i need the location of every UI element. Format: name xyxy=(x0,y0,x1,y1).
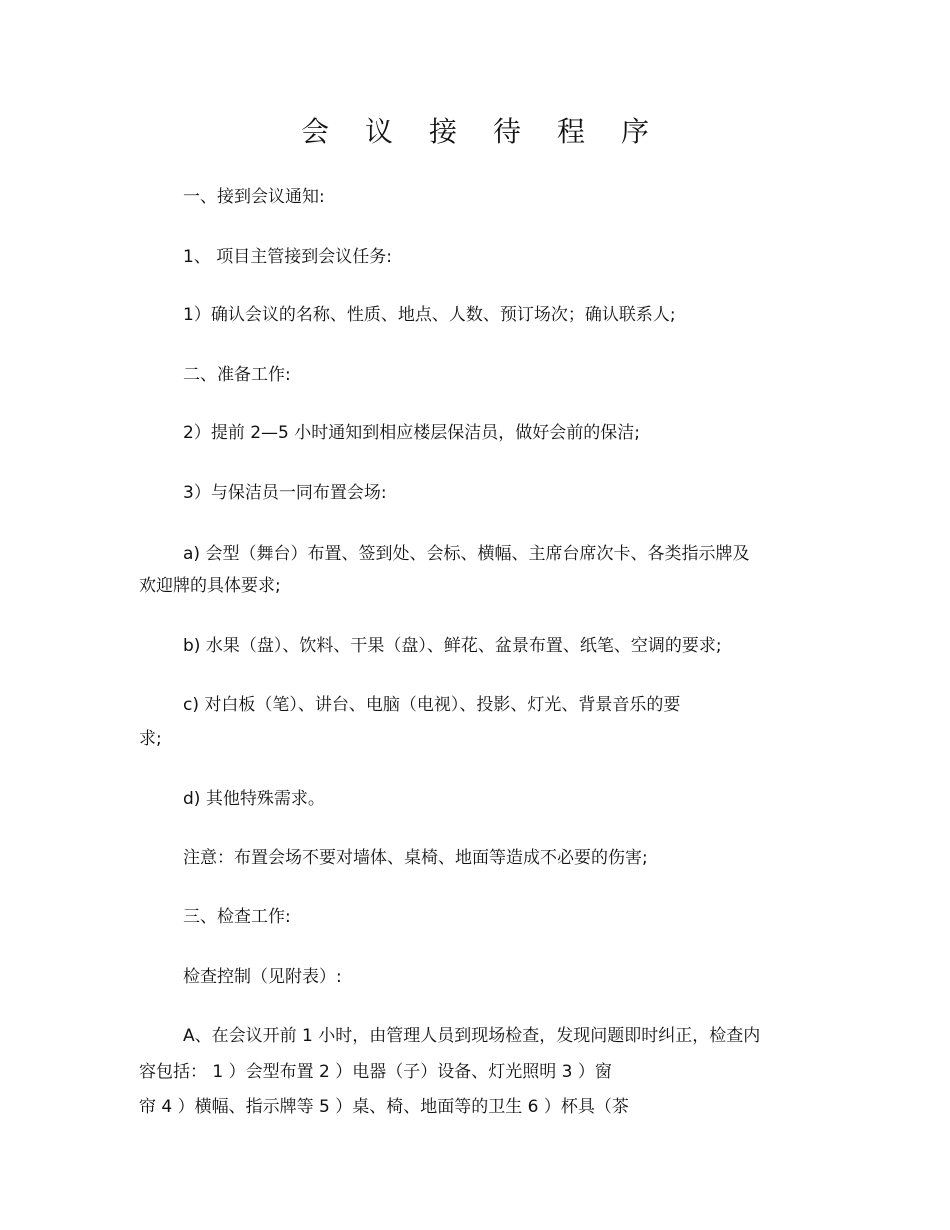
document-title: 会议接待程序 xyxy=(300,115,685,148)
paragraph-line: d) 其他特殊需求。 xyxy=(183,789,325,809)
section-heading-3: 三、检查工作: xyxy=(183,907,291,927)
paragraph-line: 3）与保洁员一同布置会场: xyxy=(183,483,387,503)
paragraph-line: 检查控制（见附表）: xyxy=(183,967,342,987)
paragraph-line: 1、 项目主管接到会议任务: xyxy=(183,247,392,267)
note-line: 注意：布置会场不要对墙体、桌椅、地面等造成不必要的伤害; xyxy=(183,848,648,868)
paragraph-line: b) 水果（盘）、饮料、干果（盘）、鲜花、盆景布置、纸笔、空调的要求; xyxy=(183,636,722,656)
section-heading-2: 二、准备工作: xyxy=(183,365,291,385)
section-heading-1: 一、接到会议通知: xyxy=(183,187,325,207)
paragraph-line: A、在会议开前 1 小时，由管理人员到现场检查，发现问题即时纠正，检查内 xyxy=(183,1026,761,1046)
paragraph-line: 求; xyxy=(139,729,162,749)
paragraph-line: 帘 4 ）横幅、指示牌等 5 ）桌、椅、地面等的卫生 6 ）杯具（茶 xyxy=(139,1097,629,1117)
paragraph-line: 欢迎牌的具体要求; xyxy=(139,576,281,596)
paragraph-line: c) 对白板（笔）、讲台、电脑（电视）、投影、灯光、背景音乐的要 xyxy=(183,695,681,715)
paragraph-line: 容包括： 1 ）会型布置 2 ）电器（子）设备、灯光照明 3 ）窗 xyxy=(139,1062,612,1082)
paragraph-line: 2）提前 2—5 小时通知到相应楼层保洁员，做好会前的保洁; xyxy=(183,423,640,443)
paragraph-line: a) 会型（舞台）布置、签到处、会标、横幅、主席台席次卡、各类指示牌及 xyxy=(183,544,750,564)
paragraph-line: 1）确认会议的名称、性质、地点、人数、预订场次；确认联系人; xyxy=(183,305,676,325)
